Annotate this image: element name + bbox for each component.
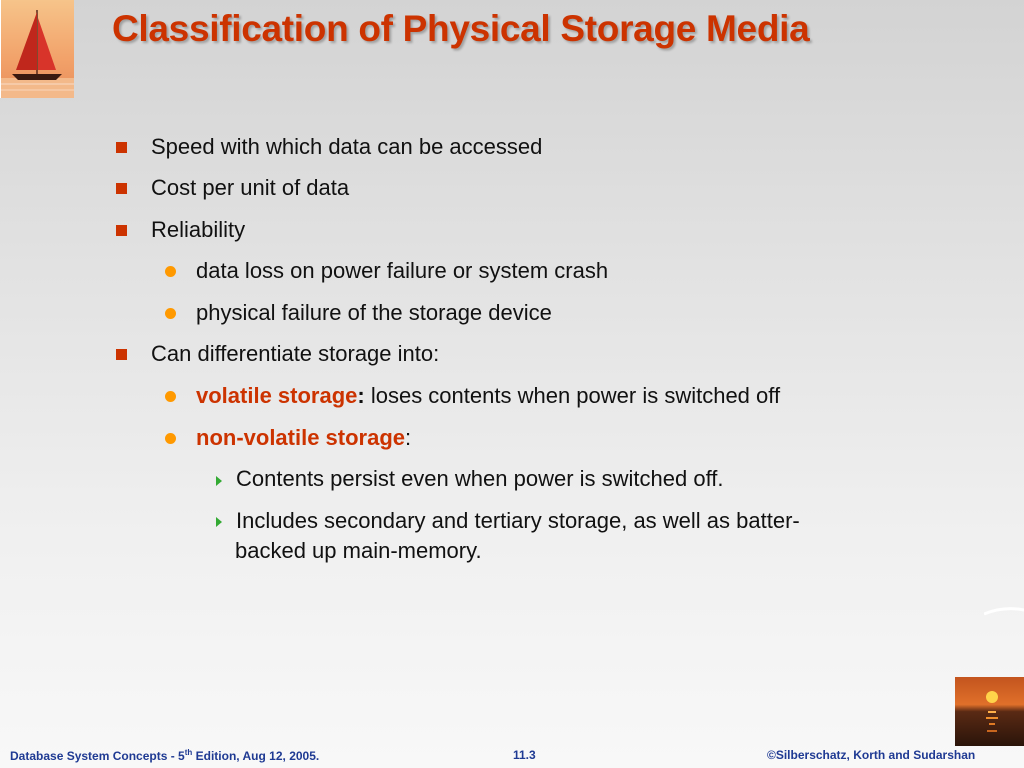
slide-title: Classification of Physical Storage Media [112,8,810,49]
bullet-includes-line1: Includes secondary and tertiary storage, as well as batter- [236,508,800,533]
footer-course-info [10,748,319,763]
square-bullet-icon [116,225,127,236]
volatile-storage-term: volatile storage [196,383,358,408]
arrow-bullet-icon [216,517,222,527]
volatile-colon: : [357,383,365,408]
nonvolatile-colon: : [405,425,412,450]
sailboat-logo [0,0,74,98]
dot-bullet-icon [165,308,176,319]
sunset-image [955,677,1024,746]
volatile-description: loses contents when power is switched off [364,383,781,408]
bullet-nonvolatile [196,425,411,451]
bullet-differentiate: Can differentiate storage into: [151,341,440,366]
dot-bullet-icon [165,266,176,277]
bullet-volatile [196,383,780,409]
square-bullet-icon [116,183,127,194]
dot-bullet-icon [165,433,176,444]
bullet-speed: Speed with which data can be accessed [151,134,543,159]
swoosh-decoration-icon [984,602,1024,622]
nonvolatile-storage-term: non-volatile storage [196,425,406,450]
sailboat-icon [0,0,74,98]
footer-left-suffix: Edition, Aug 12, 2005. [192,749,320,763]
footer-copyright: ©Silberschatz, Korth and Sudarshan [767,748,976,762]
sunset-icon [955,677,1024,746]
bullet-cost: Cost per unit of data [151,175,350,200]
bullet-reliability: Reliability [151,217,246,242]
bullet-includes-line2: backed up main-memory. [235,538,482,563]
footer-left-sup: th [184,748,193,757]
square-bullet-icon [116,142,127,153]
bullet-physical-failure: physical failure of the storage device [196,300,552,325]
dot-bullet-icon [165,391,176,402]
footer-left-prefix: Database System Concepts - 5 [10,749,185,763]
footer-page-number: 11.3 [513,748,536,762]
square-bullet-icon [116,349,127,360]
arrow-bullet-icon [216,476,222,486]
bullet-data-loss: data loss on power failure or system crash [196,258,609,283]
bullet-contents-persist: Contents persist even when power is switched off. [236,466,724,491]
